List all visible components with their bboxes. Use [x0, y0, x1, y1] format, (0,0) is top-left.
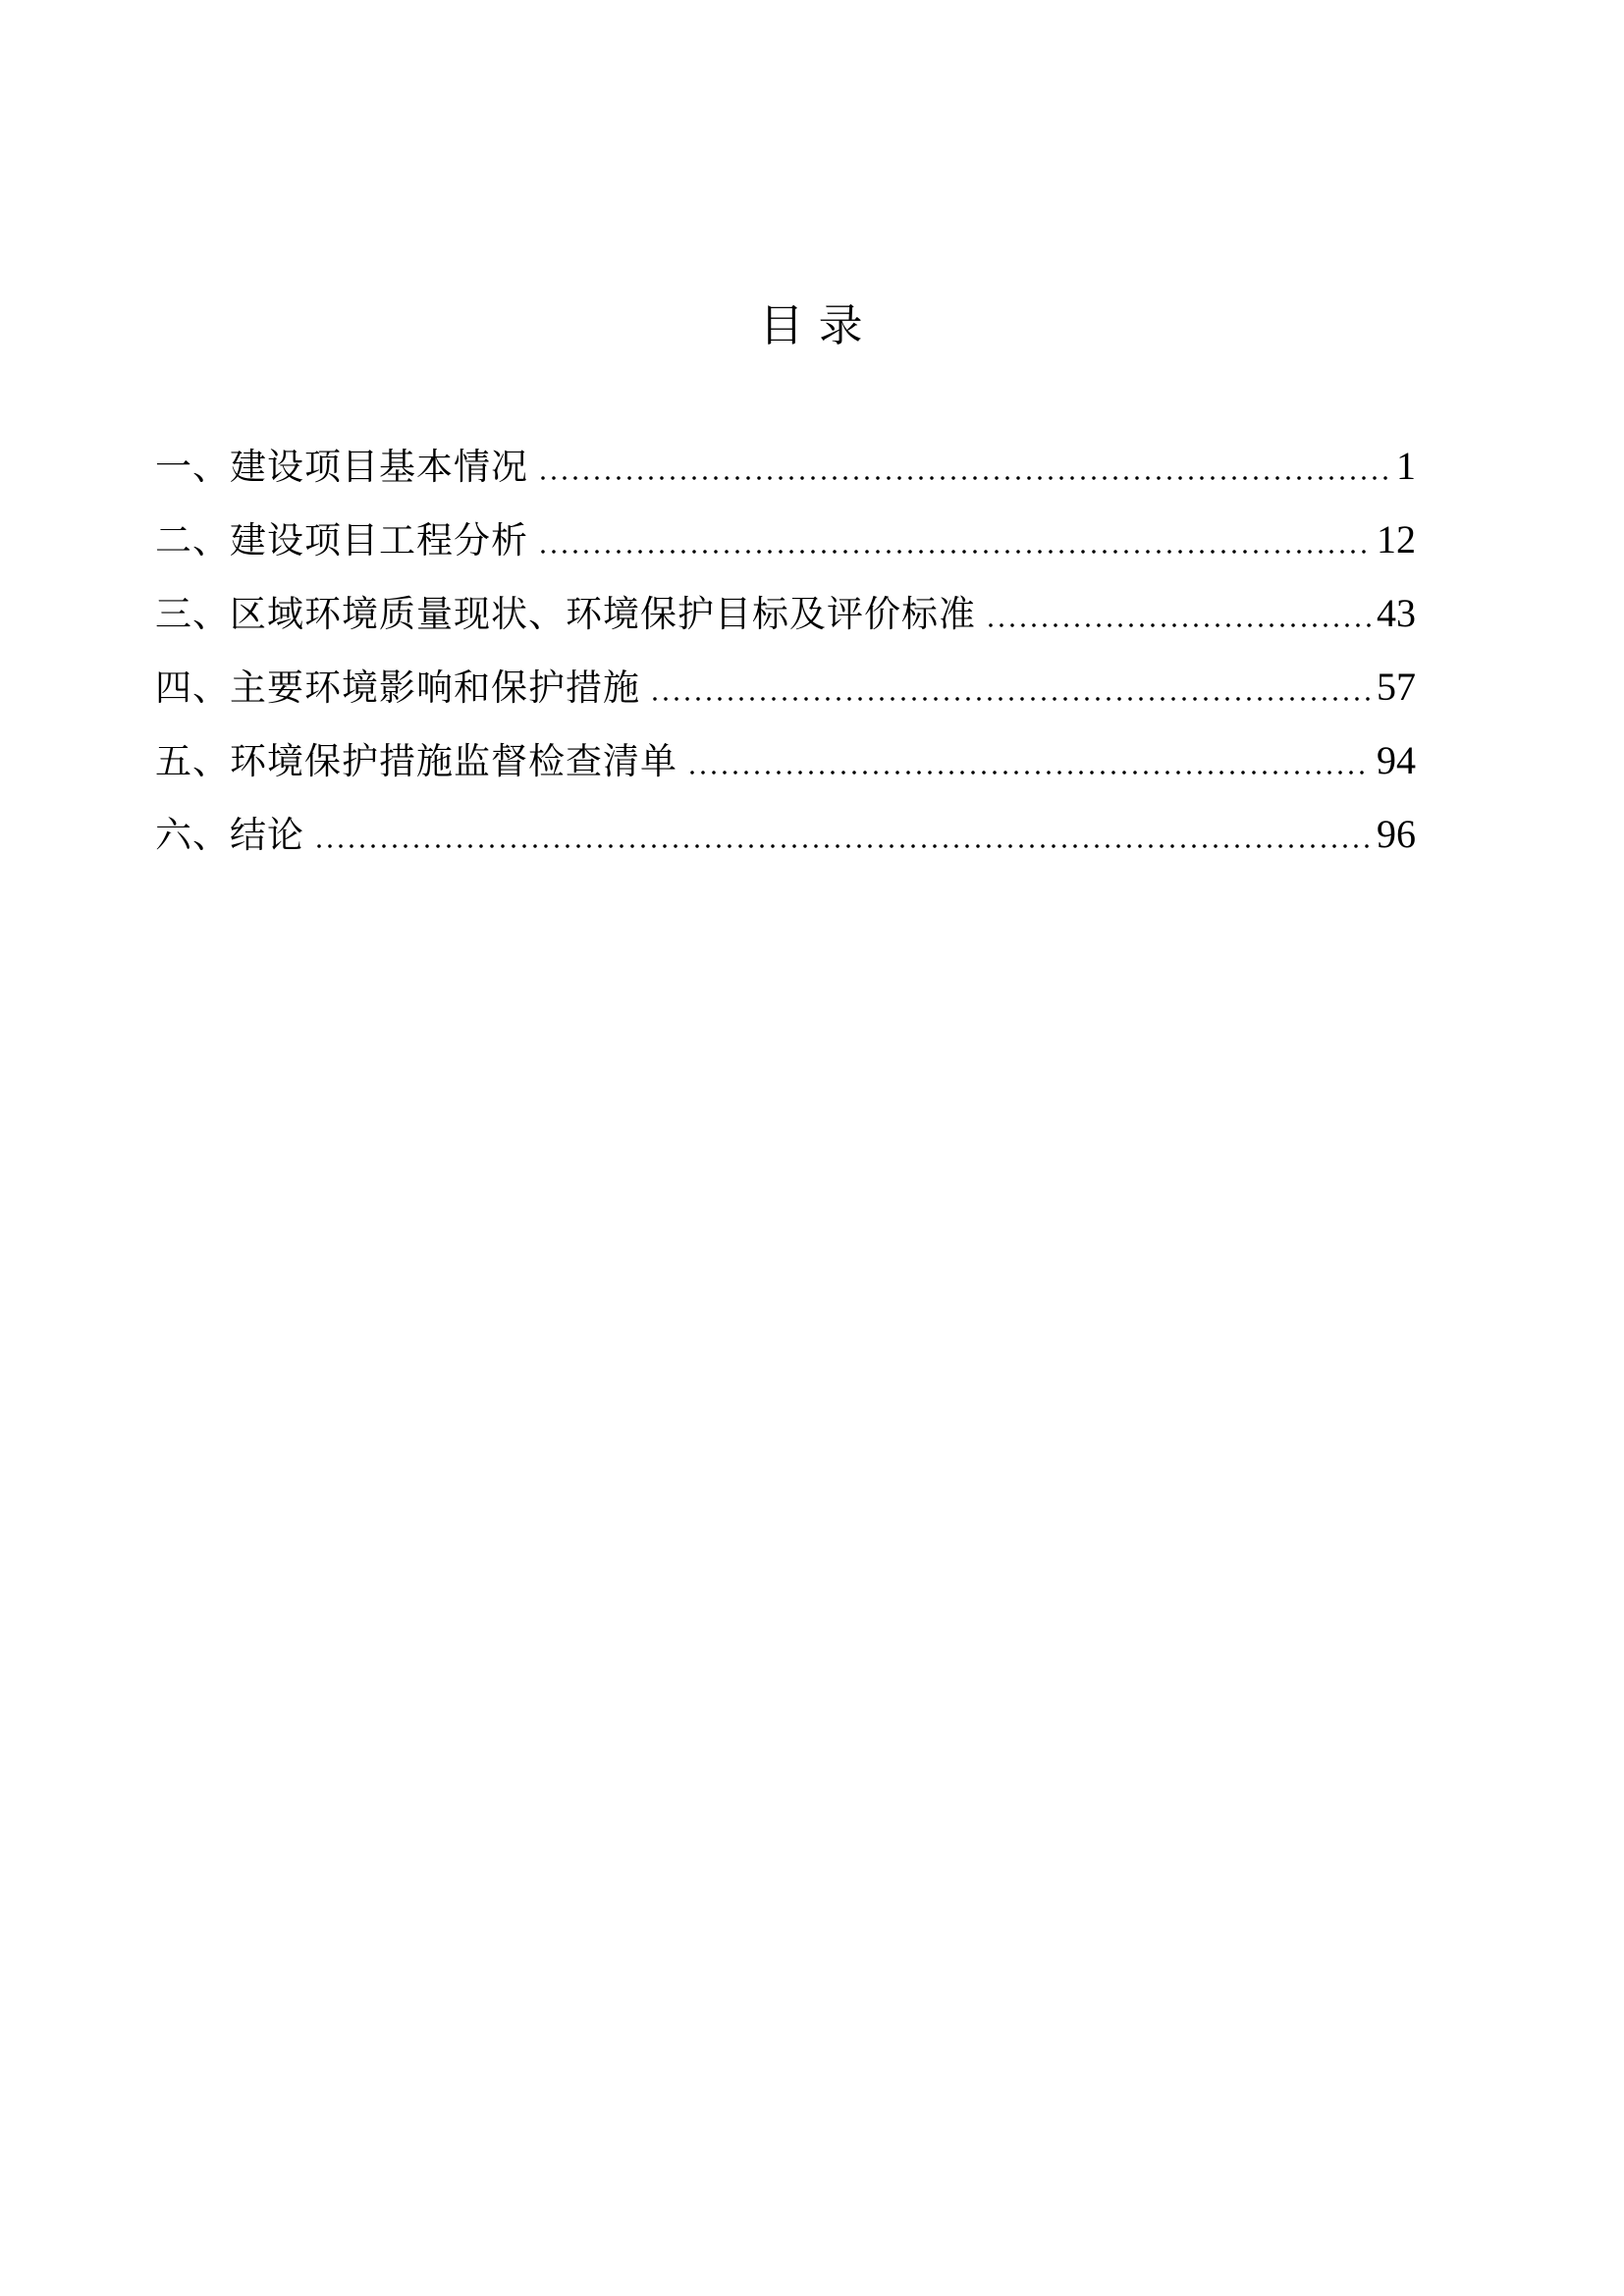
dot-leader: [652, 650, 1371, 723]
toc-entry-label: 四、主要环境影响和保护措施: [155, 668, 640, 709]
toc-entry-label: 三、区域环境质量现状、环境保护目标及评价标准: [155, 595, 976, 635]
toc-entry-label: 一、建设项目基本情况: [155, 448, 528, 488]
toc-entry[interactable]: [155, 797, 1416, 871]
toc-entry-page-number: 12: [1377, 517, 1416, 561]
toc-entry-page-number: 1: [1396, 444, 1416, 488]
toc-entry[interactable]: [155, 429, 1416, 503]
toc-entry[interactable]: [155, 503, 1416, 576]
table-of-contents: [0, 429, 1624, 871]
dot-leader: [316, 797, 1371, 871]
toc-entry-page-number: 96: [1377, 812, 1416, 856]
toc-entry-label: 五、环境保护措施监督检查清单: [155, 742, 677, 782]
toc-entry-page-number: 57: [1377, 665, 1416, 709]
dot-leader: [540, 503, 1371, 576]
page-title: 目 录: [759, 301, 865, 350]
dot-leader: [540, 429, 1390, 503]
toc-entry-page-number: 43: [1377, 591, 1416, 635]
toc-entry[interactable]: [155, 576, 1416, 650]
toc-entry[interactable]: [155, 723, 1416, 797]
dot-leader: [988, 576, 1371, 650]
toc-entry-label: 二、建设项目工程分析: [155, 521, 528, 561]
toc-entry[interactable]: [155, 650, 1416, 723]
dot-leader: [689, 723, 1371, 797]
toc-entry-page-number: 94: [1377, 738, 1416, 782]
toc-entry-label: 六、结论: [155, 816, 304, 856]
